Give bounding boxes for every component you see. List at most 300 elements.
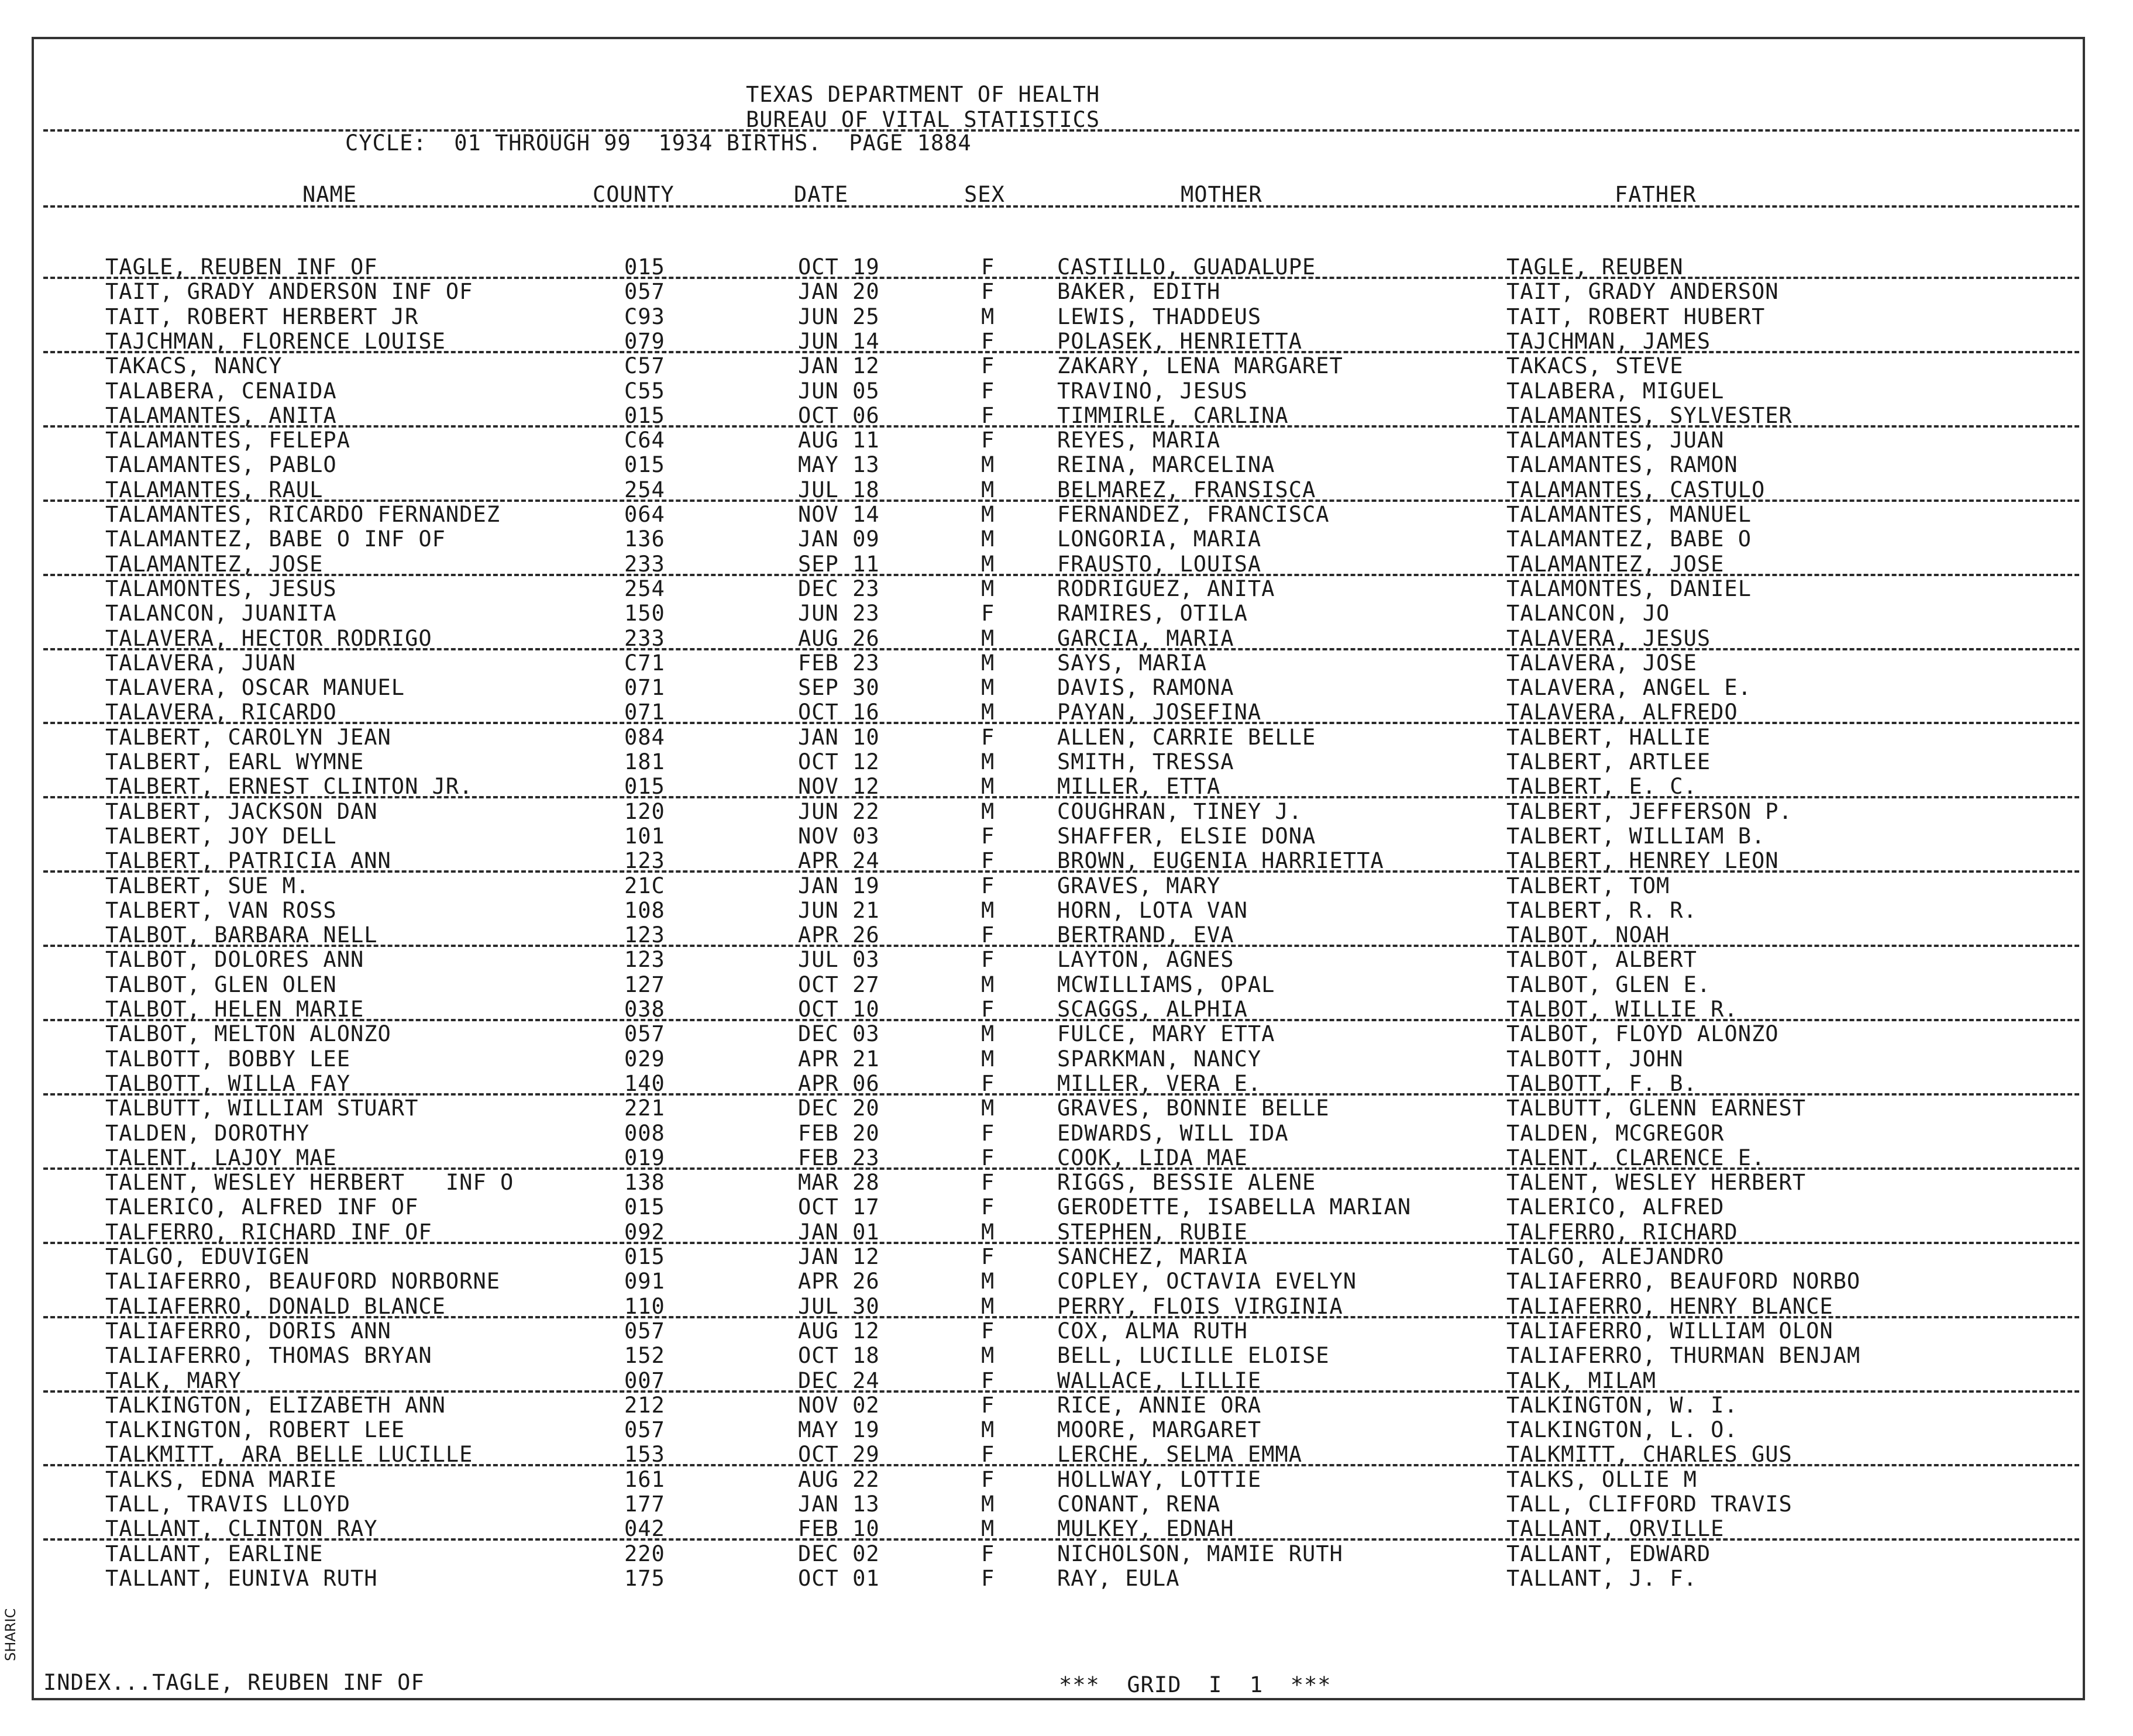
cell-date: JUN 22	[798, 799, 880, 824]
cell-name: TALAVERA, HECTOR RODRIGO	[105, 626, 432, 651]
cell-name: TALBERT, PATRICIA ANN	[105, 848, 391, 873]
cell-mother: WALLACE, LILLIE	[1057, 1368, 1262, 1393]
cell-county: 015	[624, 254, 665, 280]
cell-date: APR 21	[798, 1046, 880, 1072]
cell-father: TALAVERA, ALFREDO	[1506, 700, 1738, 725]
cell-county: 150	[624, 601, 665, 626]
document-subtitle: BUREAU OF VITAL STATISTICS	[746, 107, 1100, 132]
cell-date: AUG 12	[798, 1318, 880, 1344]
cell-mother: REYES, MARIA	[1057, 428, 1221, 453]
cell-sex: M	[981, 1492, 995, 1517]
cell-father: TALBOT, NOAH	[1506, 922, 1670, 948]
cell-mother: SPARKMAN, NANCY	[1057, 1046, 1262, 1072]
cell-county: C64	[624, 428, 665, 453]
cell-sex: M	[981, 774, 995, 799]
cell-date: OCT 12	[798, 749, 880, 774]
cell-mother: BELL, LUCILLE ELOISE	[1057, 1343, 1330, 1368]
cell-mother: BELMAREZ, FRANSISCA	[1057, 477, 1316, 502]
cell-father: TALBERT, HALLIE	[1506, 725, 1711, 750]
cell-date: JAN 12	[798, 1244, 880, 1269]
cell-sex: F	[981, 947, 995, 972]
side-label: SHARIC	[2, 1608, 19, 1661]
cell-sex: F	[981, 997, 995, 1022]
cell-date: JAN 09	[798, 526, 880, 552]
cell-county: 008	[624, 1121, 665, 1146]
cell-county: 127	[624, 972, 665, 997]
cell-name: TALBOTT, WILLA FAY	[105, 1071, 350, 1096]
cell-date: JUL 30	[798, 1294, 880, 1319]
grid-footer: *** GRID I 1 ***	[1059, 1672, 1332, 1697]
cell-county: 110	[624, 1294, 665, 1319]
cell-date: NOV 02	[798, 1393, 880, 1418]
cell-father: TALENT, CLARENCE E.	[1506, 1145, 1766, 1170]
cell-name: TALBERT, ERNEST CLINTON JR.	[105, 774, 473, 799]
cell-father: TALANCON, JO	[1506, 601, 1670, 626]
cell-mother: STEPHEN, RUBIE	[1057, 1220, 1248, 1245]
cell-mother: RODRIGUEZ, ANITA	[1057, 576, 1275, 601]
cell-father: TALENT, WESLEY HERBERT	[1506, 1170, 1807, 1195]
cell-mother: FULCE, MARY ETTA	[1057, 1021, 1275, 1046]
column-header-father: FATHER	[1615, 182, 1697, 207]
row-divider	[43, 796, 2079, 798]
cell-sex: M	[981, 526, 995, 552]
cell-mother: HORN, LOTA VAN	[1057, 898, 1248, 923]
cell-date: SEP 11	[798, 552, 880, 577]
cell-father: TALAVERA, JOSE	[1506, 650, 1697, 676]
cell-county: 123	[624, 848, 665, 873]
cell-county: 015	[624, 403, 665, 428]
cell-father: TALAVERA, JESUS	[1506, 626, 1711, 651]
cell-date: DEC 03	[798, 1021, 880, 1046]
cell-date: MAR 28	[798, 1170, 880, 1195]
cell-name: TALIAFERRO, BEAUFORD NORBORNE	[105, 1269, 501, 1294]
cell-name: TALBOT, GLEN OLEN	[105, 972, 337, 997]
cell-sex: M	[981, 1096, 995, 1121]
cell-sex: F	[981, 824, 995, 849]
cell-sex: F	[981, 378, 995, 404]
cell-sex: M	[981, 1343, 995, 1368]
cell-county: 254	[624, 576, 665, 601]
cell-name: TAJCHMAN, FLORENCE LOUISE	[105, 329, 446, 354]
column-header-county: COUNTY	[593, 182, 675, 207]
cell-date: NOV 14	[798, 502, 880, 527]
cell-sex: M	[981, 1516, 995, 1541]
cell-father: TALAMANTES, JUAN	[1506, 428, 1725, 453]
cell-name: TALAMANTES, PABLO	[105, 452, 337, 477]
cell-mother: GERODETTE, ISABELLA MARIAN	[1057, 1194, 1412, 1220]
cell-date: AUG 26	[798, 626, 880, 651]
cell-father: TALL, CLIFFORD TRAVIS	[1506, 1492, 1793, 1517]
cell-sex: F	[981, 848, 995, 873]
cell-father: TALAMONTES, DANIEL	[1506, 576, 1752, 601]
cell-date: NOV 03	[798, 824, 880, 849]
cell-name: TALAMANTES, FELEPA	[105, 428, 350, 453]
cell-mother: POLASEK, HENRIETTA	[1057, 329, 1302, 354]
cell-date: DEC 23	[798, 576, 880, 601]
cell-county: 015	[624, 774, 665, 799]
cell-father: TALAMANTES, MANUEL	[1506, 502, 1752, 527]
cell-father: TAIT, GRADY ANDERSON	[1506, 279, 1779, 304]
cell-father: TALAMANTEZ, JOSE	[1506, 552, 1725, 577]
cell-county: 138	[624, 1170, 665, 1195]
cell-name: TALBOTT, BOBBY LEE	[105, 1046, 350, 1072]
cell-mother: CASTILLO, GUADALUPE	[1057, 254, 1316, 280]
cell-father: TALIAFERRO, THURMAN BENJAM	[1506, 1343, 1861, 1368]
cell-name: TALL, TRAVIS LLOYD	[105, 1492, 350, 1517]
cell-father: TALAMANTES, RAMON	[1506, 452, 1738, 477]
cell-name: TAIT, GRADY ANDERSON INF OF	[105, 279, 473, 304]
cell-county: 007	[624, 1368, 665, 1393]
cell-date: JAN 10	[798, 725, 880, 750]
cell-name: TALBOT, DOLORES ANN	[105, 947, 364, 972]
cell-mother: HOLLWAY, LOTTIE	[1057, 1467, 1262, 1492]
cell-sex: F	[981, 1318, 995, 1344]
cell-mother: SHAFFER, ELSIE DONA	[1057, 824, 1316, 849]
cell-sex: F	[981, 353, 995, 378]
cell-sex: M	[981, 675, 995, 700]
cell-father: TALKS, OLLIE M	[1506, 1467, 1697, 1492]
cell-father: TALERICO, ALFRED	[1506, 1194, 1725, 1220]
cell-sex: M	[981, 700, 995, 725]
cell-name: TALBOT, HELEN MARIE	[105, 997, 364, 1022]
cell-mother: LONGORIA, MARIA	[1057, 526, 1262, 552]
cell-father: TALIAFERRO, BEAUFORD NORBO	[1506, 1269, 1861, 1294]
cell-father: TALKINGTON, W. I.	[1506, 1393, 1738, 1418]
cell-sex: F	[981, 1442, 995, 1467]
cell-name: TALKINGTON, ELIZABETH ANN	[105, 1393, 446, 1418]
cell-county: 123	[624, 922, 665, 948]
cell-name: TALK, MARY	[105, 1368, 242, 1393]
cell-date: OCT 01	[798, 1566, 880, 1591]
cell-mother: DAVIS, RAMONA	[1057, 675, 1234, 700]
cell-father: TALKINGTON, L. O.	[1506, 1417, 1738, 1442]
cell-date: AUG 22	[798, 1467, 880, 1492]
cell-name: TALAMANTES, RICARDO FERNANDEZ	[105, 502, 501, 527]
cell-date: OCT 29	[798, 1442, 880, 1467]
cell-father: TALBOTT, F. B.	[1506, 1071, 1697, 1096]
cell-name: TALLANT, EARLINE	[105, 1541, 324, 1566]
cell-sex: F	[981, 279, 995, 304]
row-divider	[43, 1538, 2079, 1541]
cell-mother: REINA, MARCELINA	[1057, 452, 1275, 477]
cell-date: FEB 20	[798, 1121, 880, 1146]
cell-mother: COOK, LIDA MAE	[1057, 1145, 1248, 1170]
cell-name: TALAMANTES, RAUL	[105, 477, 324, 502]
cell-father: TALBERT, R. R.	[1506, 898, 1697, 923]
cell-mother: COX, ALMA RUTH	[1057, 1318, 1248, 1344]
cell-father: TALGO, ALEJANDRO	[1506, 1244, 1725, 1269]
cell-date: SEP 30	[798, 675, 880, 700]
cell-county: 057	[624, 1417, 665, 1442]
cell-mother: GRAVES, MARY	[1057, 873, 1221, 898]
cell-name: TALKMITT, ARA BELLE LUCILLE	[105, 1442, 473, 1467]
cell-date: JAN 12	[798, 353, 880, 378]
cell-father: TALBOT, WILLIE R.	[1506, 997, 1738, 1022]
cell-name: TALABERA, CENAIDA	[105, 378, 337, 404]
cell-sex: F	[981, 1244, 995, 1269]
cell-name: TALBERT, SUE M.	[105, 873, 310, 898]
cell-mother: LERCHE, SELMA EMMA	[1057, 1442, 1302, 1467]
cell-name: TALBOT, MELTON ALONZO	[105, 1021, 391, 1046]
cell-sex: M	[981, 1046, 995, 1072]
cell-father: TALLANT, ORVILLE	[1506, 1516, 1725, 1541]
cell-county: 064	[624, 502, 665, 527]
cell-county: 092	[624, 1220, 665, 1245]
row-divider	[43, 722, 2079, 724]
cell-sex: M	[981, 626, 995, 651]
cell-county: 029	[624, 1046, 665, 1072]
cell-date: APR 24	[798, 848, 880, 873]
cell-date: AUG 11	[798, 428, 880, 453]
cell-name: TALAVERA, RICARDO	[105, 700, 337, 725]
cell-sex: F	[981, 1121, 995, 1146]
cell-mother: MCWILLIAMS, OPAL	[1057, 972, 1275, 997]
cell-date: JAN 01	[798, 1220, 880, 1245]
cell-father: TALBOT, GLEN E.	[1506, 972, 1711, 997]
cell-sex: F	[981, 1393, 995, 1418]
cell-sex: M	[981, 552, 995, 577]
cell-father: TALBOT, ALBERT	[1506, 947, 1697, 972]
cell-date: JUL 18	[798, 477, 880, 502]
cell-name: TAKACS, NANCY	[105, 353, 283, 378]
cell-county: 015	[624, 452, 665, 477]
cell-name: TALENT, LAJOY MAE	[105, 1145, 337, 1170]
cell-date: MAY 13	[798, 452, 880, 477]
cell-mother: LAYTON, AGNES	[1057, 947, 1234, 972]
cell-county: 101	[624, 824, 665, 849]
cell-sex: F	[981, 1071, 995, 1096]
cell-father: TAKACS, STEVE	[1506, 353, 1684, 378]
cell-name: TALDEN, DOROTHY	[105, 1121, 310, 1146]
cell-mother: BERTRAND, EVA	[1057, 922, 1234, 948]
cell-sex: F	[981, 1566, 995, 1591]
cell-mother: SANCHEZ, MARIA	[1057, 1244, 1248, 1269]
cell-county: 120	[624, 799, 665, 824]
cell-sex: F	[981, 725, 995, 750]
cell-name: TAIT, ROBERT HERBERT JR	[105, 304, 419, 329]
cell-mother: MILLER, ETTA	[1057, 774, 1221, 799]
cell-county: 212	[624, 1393, 665, 1418]
cell-father: TALBERT, E. C.	[1506, 774, 1697, 799]
cell-father: TAGLE, REUBEN	[1506, 254, 1684, 280]
cell-mother: COPLEY, OCTAVIA EVELYN	[1057, 1269, 1357, 1294]
column-header-date: DATE	[794, 182, 849, 207]
cell-mother: RAMIRES, OTILA	[1057, 601, 1248, 626]
cell-name: TALANCON, JUANITA	[105, 601, 337, 626]
cell-name: TAGLE, REUBEN INF OF	[105, 254, 378, 280]
cell-name: TALAMONTES, JESUS	[105, 576, 337, 601]
cell-date: OCT 17	[798, 1194, 880, 1220]
cell-date: FEB 23	[798, 1145, 880, 1170]
cell-date: OCT 18	[798, 1343, 880, 1368]
cell-date: DEC 02	[798, 1541, 880, 1566]
cell-sex: F	[981, 1170, 995, 1195]
cell-sex: M	[981, 1220, 995, 1245]
row-divider	[43, 870, 2079, 873]
cell-date: NOV 12	[798, 774, 880, 799]
cycle-line: CYCLE: 01 THROUGH 99 1934 BIRTHS. PAGE 1884	[345, 130, 972, 156]
cell-sex: M	[981, 502, 995, 527]
cell-father: TALBERT, JEFFERSON P.	[1506, 799, 1793, 824]
cell-father: TALBERT, WILLIAM B.	[1506, 824, 1766, 849]
cell-sex: M	[981, 452, 995, 477]
document-title: TEXAS DEPARTMENT OF HEALTH	[746, 82, 1100, 107]
cell-county: 161	[624, 1467, 665, 1492]
cell-father: TALBERT, HENREY LEON	[1506, 848, 1779, 873]
cell-mother: BAKER, EDITH	[1057, 279, 1221, 304]
cell-date: JAN 20	[798, 279, 880, 304]
cell-county: 019	[624, 1145, 665, 1170]
cell-name: TALIAFERRO, DONALD BLANCE	[105, 1294, 446, 1319]
cell-sex: M	[981, 898, 995, 923]
cell-sex: F	[981, 428, 995, 453]
cell-county: 152	[624, 1343, 665, 1368]
cell-name: TALLANT, CLINTON RAY	[105, 1516, 378, 1541]
cell-name: TALKS, EDNA MARIE	[105, 1467, 337, 1492]
cell-county: 153	[624, 1442, 665, 1467]
cell-sex: M	[981, 576, 995, 601]
cell-mother: RICE, ANNIE ORA	[1057, 1393, 1262, 1418]
cell-county: 123	[624, 947, 665, 972]
cell-county: 221	[624, 1096, 665, 1121]
cell-mother: COUGHRAN, TINEY J.	[1057, 799, 1302, 824]
cell-father: TALLANT, EDWARD	[1506, 1541, 1711, 1566]
cell-sex: F	[981, 873, 995, 898]
cell-father: TALIAFERRO, HENRY BLANCE	[1506, 1294, 1833, 1319]
cell-name: TALFERRO, RICHARD INF OF	[105, 1220, 432, 1245]
cell-father: TALLANT, J. F.	[1506, 1566, 1697, 1591]
cell-county: 057	[624, 1318, 665, 1344]
column-header-name: NAME	[302, 182, 357, 207]
cell-mother: PERRY, FLOIS VIRGINIA	[1057, 1294, 1343, 1319]
cell-name: TALLANT, EUNIVA RUTH	[105, 1566, 378, 1591]
cell-mother: SMITH, TRESSA	[1057, 749, 1234, 774]
cell-county: 175	[624, 1566, 665, 1591]
cell-mother: MULKEY, EDNAH	[1057, 1516, 1234, 1541]
row-divider	[43, 1464, 2079, 1466]
cell-county: C55	[624, 378, 665, 404]
cell-father: TALAMANTES, SYLVESTER	[1506, 403, 1793, 428]
cell-county: 21C	[624, 873, 665, 898]
cell-date: OCT 27	[798, 972, 880, 997]
cell-sex: M	[981, 1269, 995, 1294]
cell-father: TALBERT, TOM	[1506, 873, 1670, 898]
cell-sex: F	[981, 922, 995, 948]
cell-sex: F	[981, 1145, 995, 1170]
cell-date: MAY 19	[798, 1417, 880, 1442]
cell-sex: F	[981, 1467, 995, 1492]
cell-mother: ZAKARY, LENA MARGARET	[1057, 353, 1343, 378]
cell-mother: TRAVINO, JESUS	[1057, 378, 1248, 404]
cell-father: TALAMANTES, CASTULO	[1506, 477, 1766, 502]
divider	[43, 205, 2079, 208]
cell-sex: F	[981, 1194, 995, 1220]
cell-sex: M	[981, 650, 995, 676]
cell-father: TAJCHMAN, JAMES	[1506, 329, 1711, 354]
cell-name: TALENT, WESLEY HERBERT INF O	[105, 1170, 514, 1195]
cell-father: TALBUTT, GLENN EARNEST	[1506, 1096, 1807, 1121]
cell-mother: ALLEN, CARRIE BELLE	[1057, 725, 1316, 750]
cell-sex: M	[981, 1021, 995, 1046]
cell-father: TALIAFERRO, WILLIAM OLON	[1506, 1318, 1833, 1344]
cell-mother: SAYS, MARIA	[1057, 650, 1207, 676]
cell-name: TALBOT, BARBARA NELL	[105, 922, 378, 948]
cell-father: TALBOTT, JOHN	[1506, 1046, 1684, 1072]
cell-county: 233	[624, 626, 665, 651]
cell-mother: GRAVES, BONNIE BELLE	[1057, 1096, 1330, 1121]
cell-date: FEB 23	[798, 650, 880, 676]
cell-name: TALAMANTEZ, JOSE	[105, 552, 324, 577]
cell-county: 042	[624, 1516, 665, 1541]
cell-county: 015	[624, 1194, 665, 1220]
cell-sex: M	[981, 477, 995, 502]
cell-county: 136	[624, 526, 665, 552]
cell-mother: SCAGGS, ALPHIA	[1057, 997, 1248, 1022]
cell-date: DEC 20	[798, 1096, 880, 1121]
cell-sex: F	[981, 1368, 995, 1393]
cell-sex: F	[981, 403, 995, 428]
cell-name: TALIAFERRO, DORIS ANN	[105, 1318, 391, 1344]
cell-county: 220	[624, 1541, 665, 1566]
cell-father: TALDEN, MCGREGOR	[1506, 1121, 1725, 1146]
cell-county: 079	[624, 329, 665, 354]
cell-county: 181	[624, 749, 665, 774]
cell-name: TALBUTT, WILLIAM STUART	[105, 1096, 419, 1121]
cell-sex: M	[981, 1294, 995, 1319]
cell-mother: RAY, EULA	[1057, 1566, 1180, 1591]
cell-name: TALIAFERRO, THOMAS BRYAN	[105, 1343, 432, 1368]
cell-name: TALAVERA, JUAN	[105, 650, 296, 676]
cell-date: JUL 03	[798, 947, 880, 972]
cell-sex: F	[981, 329, 995, 354]
cell-county: C71	[624, 650, 665, 676]
cell-sex: F	[981, 254, 995, 280]
cell-county: 233	[624, 552, 665, 577]
cell-county: 015	[624, 1244, 665, 1269]
cell-county: 071	[624, 700, 665, 725]
cell-date: JUN 23	[798, 601, 880, 626]
cell-date: DEC 24	[798, 1368, 880, 1393]
cell-date: OCT 19	[798, 254, 880, 280]
cell-sex: F	[981, 1541, 995, 1566]
cell-county: 057	[624, 279, 665, 304]
cell-county: 140	[624, 1071, 665, 1096]
cell-mother: RIGGS, BESSIE ALENE	[1057, 1170, 1316, 1195]
cell-name: TALBERT, JACKSON DAN	[105, 799, 378, 824]
cell-father: TALBOT, FLOYD ALONZO	[1506, 1021, 1779, 1046]
index-footer: INDEX...TAGLE, REUBEN INF OF	[43, 1670, 425, 1695]
cell-name: TALKINGTON, ROBERT LEE	[105, 1417, 405, 1442]
cell-sex: M	[981, 799, 995, 824]
cell-mother: PAYAN, JOSEFINA	[1057, 700, 1262, 725]
cell-name: TALAVERA, OSCAR MANUEL	[105, 675, 405, 700]
cell-mother: GARCIA, MARIA	[1057, 626, 1234, 651]
cell-sex: F	[981, 601, 995, 626]
cell-sex: M	[981, 749, 995, 774]
cell-father: TALAMANTEZ, BABE O	[1506, 526, 1752, 552]
cell-name: TALBERT, VAN ROSS	[105, 898, 337, 923]
cell-mother: TIMMIRLE, CARLINA	[1057, 403, 1289, 428]
cell-mother: EDWARDS, WILL IDA	[1057, 1121, 1289, 1146]
cell-date: OCT 10	[798, 997, 880, 1022]
cell-date: JAN 13	[798, 1492, 880, 1517]
cell-sex: M	[981, 1417, 995, 1442]
cell-date: JUN 05	[798, 378, 880, 404]
cell-father: TALKMITT, CHARLES GUS	[1506, 1442, 1793, 1467]
cell-father: TALABERA, MIGUEL	[1506, 378, 1725, 404]
cell-date: APR 06	[798, 1071, 880, 1096]
cell-date: JAN 19	[798, 873, 880, 898]
